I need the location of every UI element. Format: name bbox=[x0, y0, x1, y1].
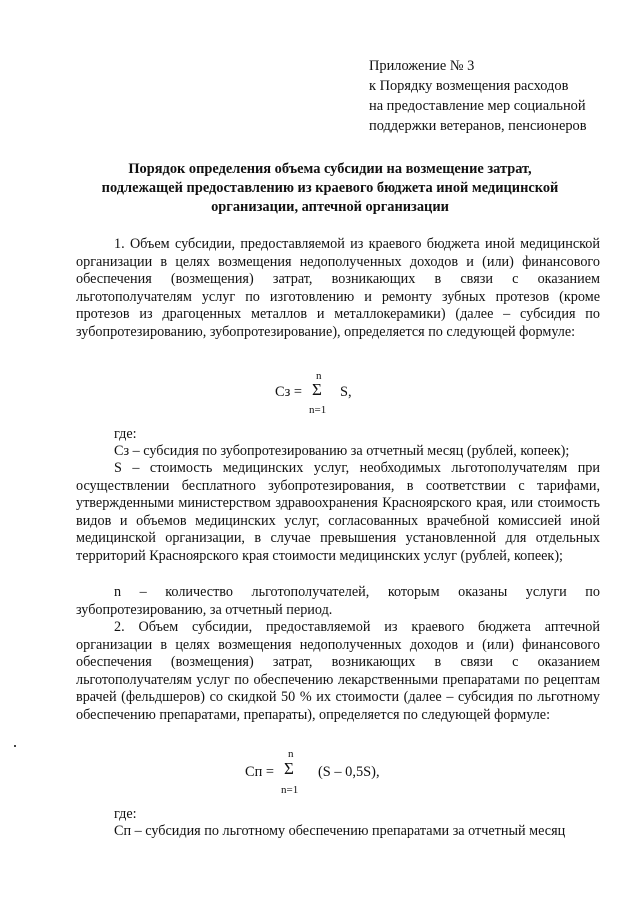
title-line: организации, аптечной организации bbox=[211, 199, 449, 215]
sum-upper-limit: n bbox=[316, 370, 322, 382]
formula-rhs: S, bbox=[340, 384, 352, 400]
formula-lhs: Сп = bbox=[245, 764, 275, 780]
definition-s: S – стоимость медицинских услуг, необходимых льготополучателям при осуществлении бесплатного зубопротезирования, в соответствии с тарифами, утвержденными министерством здравоохранения Красноярского края, или стоимость видов и объемов медицинских услуг, согласованных врачебной комиссией иной медицинской организации, в случае превышения установленной для отдельных территорий Красноярского края стоимости медицинских услуг (рублей, копеек); bbox=[76, 460, 600, 564]
paragraph-2: 2. Объем субсидии, предоставляемой из краевого бюджета аптечной организации в целях возмещения недополученных доходов и (или) финансового обеспечения (возмещения) затрат, возникающих в связи с оказанием льготополучателям услуг по обеспечению лекарственными препаратами по рецептам врачей (фельдшеров) со скидкой 50 % их стоимости (далее – субсидия по льготному обеспечению препаратами, препараты), определяется по следующей формуле: bbox=[76, 619, 600, 723]
appendix-line: Приложение № 3 bbox=[369, 58, 475, 74]
where-label: где: bbox=[114, 806, 137, 822]
definition-cz: Сз – субсидия по зубопротезированию за отчетный месяц (рублей, копеек); bbox=[114, 443, 570, 459]
appendix-line: к Порядку возмещения расходов bbox=[369, 78, 569, 94]
title-line: подлежащей предоставлению из краевого бюджета иной медицинской bbox=[101, 180, 559, 196]
scan-mark bbox=[14, 745, 16, 747]
appendix-header bbox=[369, 56, 629, 136]
definition-n: n – количество льготополучателей, которым оказаны услуги по зубопротезированию, за отчетный период. bbox=[76, 584, 600, 618]
where-label: где: bbox=[114, 426, 137, 442]
formula-lhs: Сз = bbox=[275, 384, 302, 400]
paragraph-1: 1. Объем субсидии, предоставляемой из краевого бюджета иной медицинской организации в целях возмещения недополученных доходов и (или) финансового обеспечения (возмещения) затрат, возникающих в связи с оказанием льготополучателям услуг по изготовлению и ремонту зубных протезов (кроме протезов из драгоценных металлов и металлокерамики) (далее – субсидия по зубопротезированию, зубопротезирование), определяется по следующей формуле: bbox=[76, 236, 600, 340]
formula-rhs: (S – 0,5S), bbox=[318, 764, 380, 780]
definition-cp: Сп – субсидия по льготному обеспечению препаратами за отчетный месяц bbox=[114, 823, 566, 839]
sigma-symbol: Σ bbox=[312, 380, 322, 399]
sum-lower-limit: n=1 bbox=[281, 784, 299, 796]
title-line: Порядок определения объема субсидии на возмещение затрат, bbox=[128, 161, 532, 177]
sigma-symbol: Σ bbox=[284, 759, 294, 778]
document-title bbox=[60, 160, 600, 217]
appendix-line: поддержки ветеранов, пенсионеров bbox=[369, 118, 587, 134]
sum-lower-limit: n=1 bbox=[309, 404, 327, 416]
appendix-line: на предоставление мер социальной bbox=[369, 98, 586, 114]
sum-upper-limit: n bbox=[288, 748, 294, 760]
